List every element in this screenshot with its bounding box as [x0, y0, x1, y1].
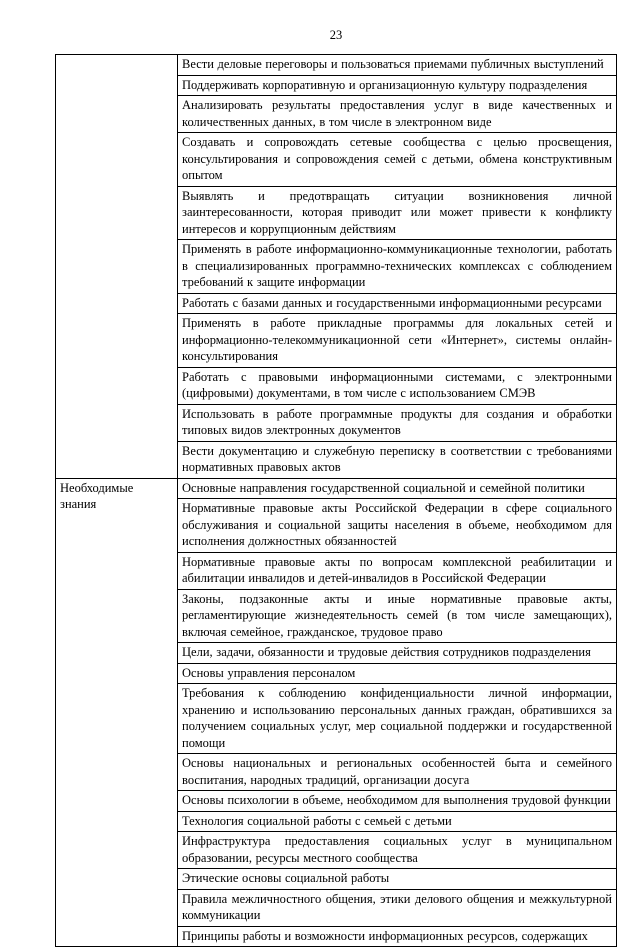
- page-number: 23: [329, 28, 343, 42]
- table-cell: Создавать и сопровождать сетевые сообщества с целью просвещения, консультирования и сопровождения семей с детьми, обмена конструктивным опытом: [178, 133, 617, 187]
- table-cell: Анализировать результаты предоставления услуг в виде качественных и количественных данных, в том числе в электронном виде: [178, 96, 617, 133]
- table-cell: Основы психологии в объеме, необходимом для выполнения трудовой функции: [178, 791, 617, 812]
- table-cell: Основные направления государственной социальной и семейной политики: [178, 478, 617, 499]
- table-row: [56, 55, 617, 76]
- table-cell: Правила межличностного общения, этики делового общения и межкультурной коммуникации: [178, 889, 617, 926]
- table-cell: Поддерживать корпоративную и организационную культуру подразделения: [178, 75, 617, 96]
- table-cell: Работать с правовыми информационными системами, с электронными (цифровыми) документами, в том числе с использованием СМЭВ: [178, 367, 617, 404]
- table-cell: Требования к соблюдению конфиденциальности личной информации, хранению и использованию персональных данных граждан, обратившихся за получением социальных услуг, мер социальной поддержки и государственной помощи: [178, 684, 617, 754]
- document-page: [0, 28, 640, 943]
- table-cell: Применять в работе информационно-коммуникационные технологии, работать в специализированных программно-технических комплексах с соблюдением требований к защите информации: [178, 240, 617, 294]
- table-cell: Законы, подзаконные акты и иные нормативные правовые акты, регламентирующие жизнедеятельность семей (в том числе замещающих), включая семейное, гражданское, трудовое право: [178, 589, 617, 643]
- table-cell: Принципы работы и возможности информационных ресурсов, содержащих: [178, 926, 617, 947]
- table-cell: Основы национальных и региональных особенностей быта и семейного воспитания, народных традиций, организации досуга: [178, 754, 617, 791]
- table-cell: Вести деловые переговоры и пользоваться приемами публичных выступлений: [178, 55, 617, 76]
- table-cell: Применять в работе прикладные программы для локальных сетей и информационно-телекоммуникационной сети «Интернет», системы онлайн-консультирования: [178, 314, 617, 368]
- table-cell: Этические основы социальной работы: [178, 869, 617, 890]
- table-cell: Инфраструктура предоставления социальных услуг в муниципальном образовании, ресурсы местного сообщества: [178, 832, 617, 869]
- table-cell: Вести документацию и служебную переписку в соответствии с требованиями нормативных правовых актов: [178, 441, 617, 478]
- document-table: [55, 54, 617, 947]
- table-cell: Нормативные правовые акты по вопросам комплексной реабилитации и абилитации инвалидов и детей-инвалидов в Российской Федерации: [178, 552, 617, 589]
- table-cell: Работать с базами данных и государственными информационными ресурсами: [178, 293, 617, 314]
- section-label-cell: [56, 55, 178, 479]
- table-cell: Использовать в работе программные продукты для создания и обработки типовых видов электронных документов: [178, 404, 617, 441]
- table-cell: Цели, задачи, обязанности и трудовые действия сотрудников подразделения: [178, 643, 617, 664]
- table-cell: Технология социальной работы с семьей с детьми: [178, 811, 617, 832]
- table-cell: Нормативные правовые акты Российской Федерации в сфере социального обслуживания и социальной защиты населения в объеме, необходимом для исполнения должностных обязанностей: [178, 499, 617, 553]
- table-cell: Выявлять и предотвращать ситуации возникновения личной заинтересованности, которая приводит или может привести к конфликту интересов и коррупционным действиям: [178, 186, 617, 240]
- table-cell: Основы управления персоналом: [178, 663, 617, 684]
- table-row: [56, 478, 617, 499]
- section-label-cell: Необходимые знания: [56, 478, 178, 947]
